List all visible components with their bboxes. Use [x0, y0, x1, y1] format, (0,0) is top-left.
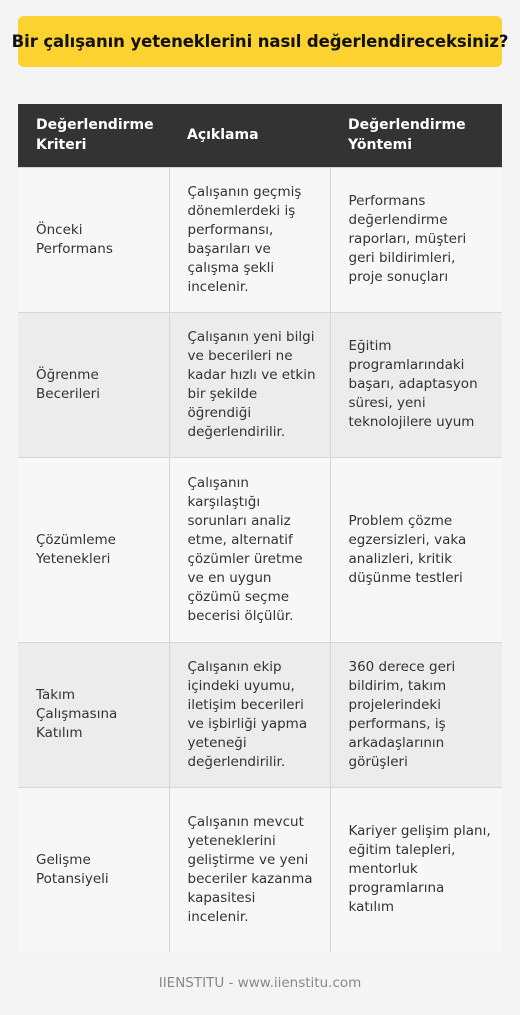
method-cell: Eğitim programlarındaki başarı, adaptasyon süresi, yeni teknolojilere uyum [330, 312, 502, 457]
method-cell: 360 derece geri bildirim, takım projelerindeki performans, iş arkadaşlarının görüşleri [330, 642, 502, 787]
table-row [18, 312, 502, 457]
page-title: Bir çalışanın yeteneklerini nasıl değerlendireceksiniz? [11, 32, 509, 51]
description-cell: Çalışanın geçmiş dönemlerdeki iş performansı, başarıları ve çalışma şekli incelenir. [169, 167, 330, 312]
description-cell: Çalışanın ekip içindeki uyumu, iletişim becerileri ve işbirliği yapma yeteneği değerlendirilir. [169, 642, 330, 787]
criterion-cell: Öğrenme Becerileri [18, 312, 169, 457]
method-cell: Kariyer gelişim planı, eğitim talepleri, mentorluk programlarına katılım [330, 787, 502, 952]
footer-credit: IIENSTITU - www.iienstitu.com [158, 975, 362, 991]
table-row [18, 167, 502, 312]
column-header-description: Açıklama [187, 127, 259, 144]
criterion-cell: Gelişme Potansiyeli [18, 787, 169, 952]
description-cell: Çalışanın yeni bilgi ve becerileri ne kadar hızlı ve etkin bir şekilde öğrendiği değerlendirilir. [169, 312, 330, 457]
criterion-cell: Çözümleme Yetenekleri [18, 457, 169, 642]
table-header-row [18, 104, 502, 167]
column-header-criterion: Değerlendirme Kriteri [36, 117, 154, 154]
criteria-table [18, 104, 502, 952]
description-cell: Çalışanın mevcut yeteneklerini geliştirme ve yeni beceriler kazanma kapasitesi incelenir. [169, 787, 330, 952]
description-cell: Çalışanın karşılaştığı sorunları analiz etme, alternatif çözümler üretme ve en uygun çözümü seçme becerisi ölçülür. [169, 457, 330, 642]
table-row [18, 457, 502, 642]
method-cell: Performans değerlendirme raporları, müşteri geri bildirimleri, proje sonuçları [330, 167, 502, 312]
title-banner [11, 16, 509, 67]
table-row [18, 787, 502, 952]
criterion-cell: Önceki Performans [18, 167, 169, 312]
table-row [18, 642, 502, 787]
column-header-method: Değerlendirme Yöntemi [348, 117, 466, 154]
method-cell: Problem çözme egzersizleri, vaka analizleri, kritik düşünme testleri [330, 457, 502, 642]
criterion-cell: Takım Çalışmasına Katılım [18, 642, 169, 787]
